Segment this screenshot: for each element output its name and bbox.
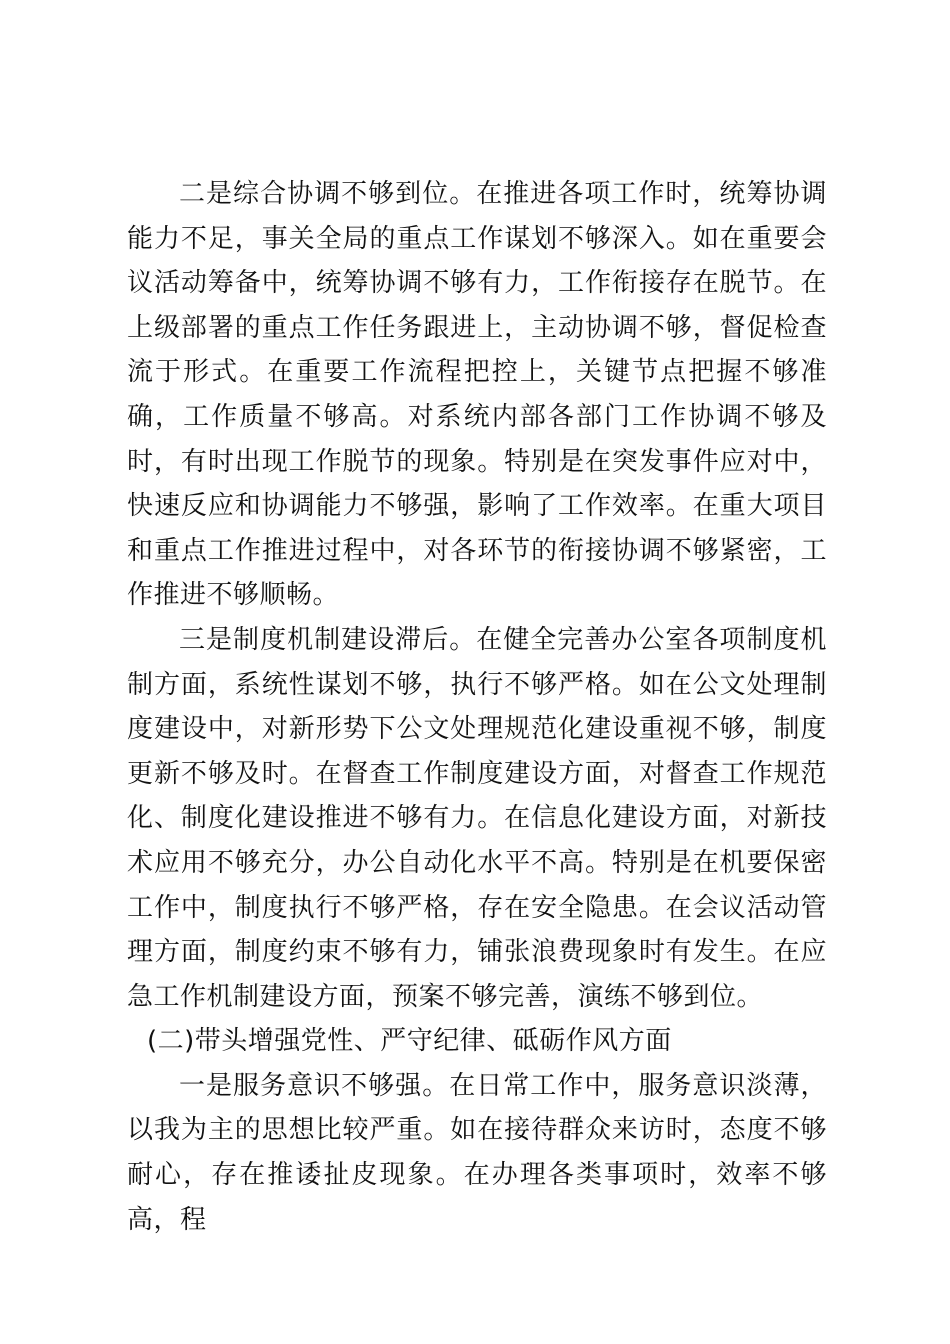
section-heading: (二)带头增强党性、严守纪律、砥砺作风方面 xyxy=(147,1026,672,1057)
document-body xyxy=(127,172,827,1242)
paragraph-service-awareness: 一是服务意识不够强。在日常工作中，服务意识淡薄，以我为主的思想比较严重。如在接待群众来访时，态度不够耐心，存在推诿扯皮现象。在办理各类事项时，效率不够高，程 xyxy=(127,1070,827,1235)
paragraph-institutions: 三是制度机制建设滞后。在健全完善办公室各项制度机制方面，系统性谋划不够，执行不够严格。如在公文处理制度建设中，对新形势下公文处理规范化建设重视不够，制度更新不够及时。在督查工作制度建设方面，对督查工作规范化、制度化建设推进不够有力。在信息化建设方面，对新技术应用不够充分，办公自动化水平不高。特别是在机要保密工作中，制度执行不够严格，存在安全隐患。在会议活动管理方面，制度约束不够有力，铺张浪费现象时有发生。在应急工作机制建设方面，预案不够完善，演练不够到位。 xyxy=(127,624,827,1012)
paragraph-coordination: 二是综合协调不够到位。在推进各项工作时，统筹协调能力不足，事关全局的重点工作谋划不够深入。如在重要会议活动筹备中，统筹协调不够有力，工作衔接存在脱节。在上级部署的重点工作任务跟进上，主动协调不够，督促检查流于形式。在重要工作流程把控上，关键节点把握不够准确，工作质量不够高。对系统内部各部门工作协调不够及时，有时出现工作脱节的现象。特别是在突发事件应对中，快速反应和协调能力不够强，影响了工作效率。在重大项目和重点工作推进过程中，对各环节的衔接协调不够紧密，工作推进不够顺畅。 xyxy=(127,179,827,611)
